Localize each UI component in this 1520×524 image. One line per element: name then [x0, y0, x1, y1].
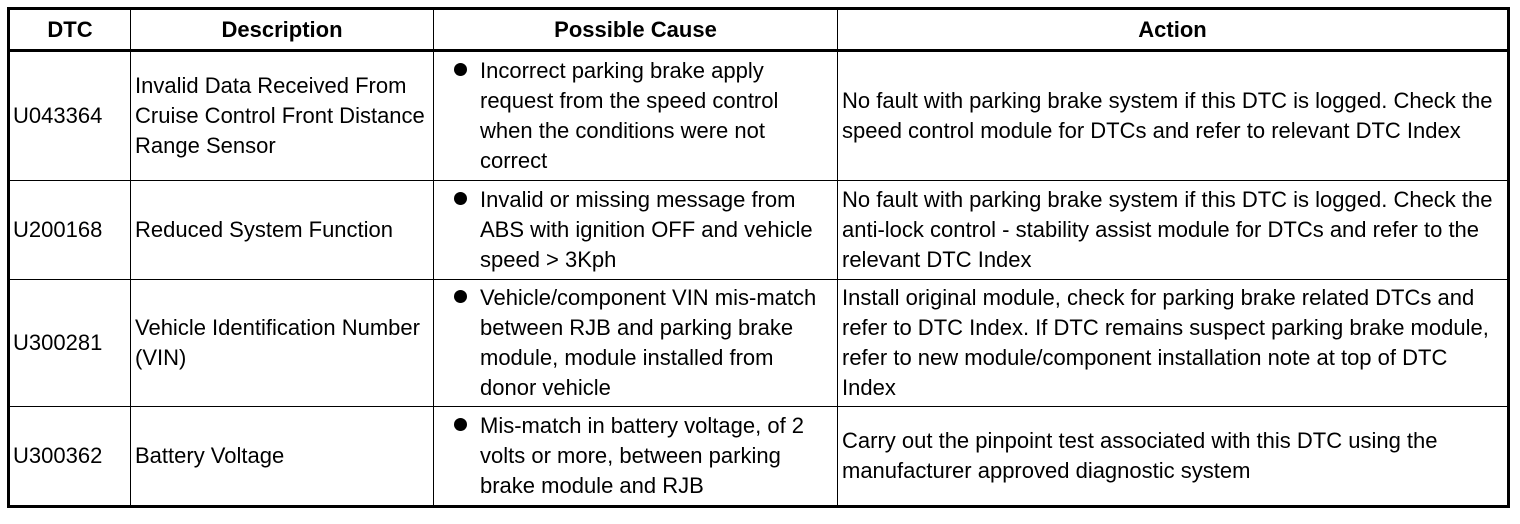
dtc-code: U043364	[9, 51, 131, 181]
bullet-icon	[438, 185, 480, 215]
dtc-code: U200168	[9, 181, 131, 280]
dtc-description: Vehicle Identification Number (VIN)	[131, 280, 434, 407]
cause-list-item	[438, 185, 833, 275]
dtc-description: Reduced System Function	[131, 181, 434, 280]
header-possible-cause: Possible Cause	[434, 9, 838, 51]
possible-cause	[434, 181, 838, 280]
table-row	[9, 280, 1509, 407]
header-action: Action	[838, 9, 1509, 51]
possible-cause	[434, 51, 838, 181]
table-row	[9, 51, 1509, 181]
dtc-code: U300281	[9, 280, 131, 407]
cause-list-item	[438, 283, 833, 403]
header-dtc: DTC	[9, 9, 131, 51]
dtc-code: U300362	[9, 407, 131, 507]
action-text: No fault with parking brake system if this DTC is logged. Check the anti-lock control - stability assist module for DTCs and refer to the relevant DTC Index	[838, 181, 1509, 280]
cause-list-item	[438, 411, 833, 501]
cause-text: Incorrect parking brake apply request from the speed control when the conditions were not correct	[480, 58, 779, 173]
dtc-description: Battery Voltage	[131, 407, 434, 507]
bullet-icon	[438, 56, 480, 86]
table-row	[9, 407, 1509, 507]
dtc-description: Invalid Data Received From Cruise Control Front Distance Range Sensor	[131, 51, 434, 181]
possible-cause	[434, 280, 838, 407]
action-text: Carry out the pinpoint test associated with this DTC using the manufacturer approved diagnostic system	[838, 407, 1509, 507]
dtc-table	[7, 7, 1510, 508]
table-row	[9, 181, 1509, 280]
action-text: No fault with parking brake system if this DTC is logged. Check the speed control module for DTCs and refer to relevant DTC Index	[838, 51, 1509, 181]
cause-text: Invalid or missing message from ABS with ignition OFF and vehicle speed > 3Kph	[480, 187, 813, 272]
cause-text: Mis-match in battery voltage, of 2 volts or more, between parking brake module and RJB	[480, 413, 805, 498]
table-header-row	[9, 9, 1509, 51]
dtc-table-container	[7, 7, 1510, 508]
bullet-icon	[438, 283, 480, 313]
cause-list-item	[438, 56, 833, 176]
header-description: Description	[131, 9, 434, 51]
cause-text: Vehicle/component VIN mis-match between RJB and parking brake module, module installed from donor vehicle	[480, 285, 817, 400]
action-text: Install original module, check for parking brake related DTCs and refer to DTC Index. If DTC remains suspect parking brake module, refer to new module/component installation note at top of DTC Index	[838, 280, 1509, 407]
possible-cause	[434, 407, 838, 507]
bullet-icon	[438, 411, 480, 441]
